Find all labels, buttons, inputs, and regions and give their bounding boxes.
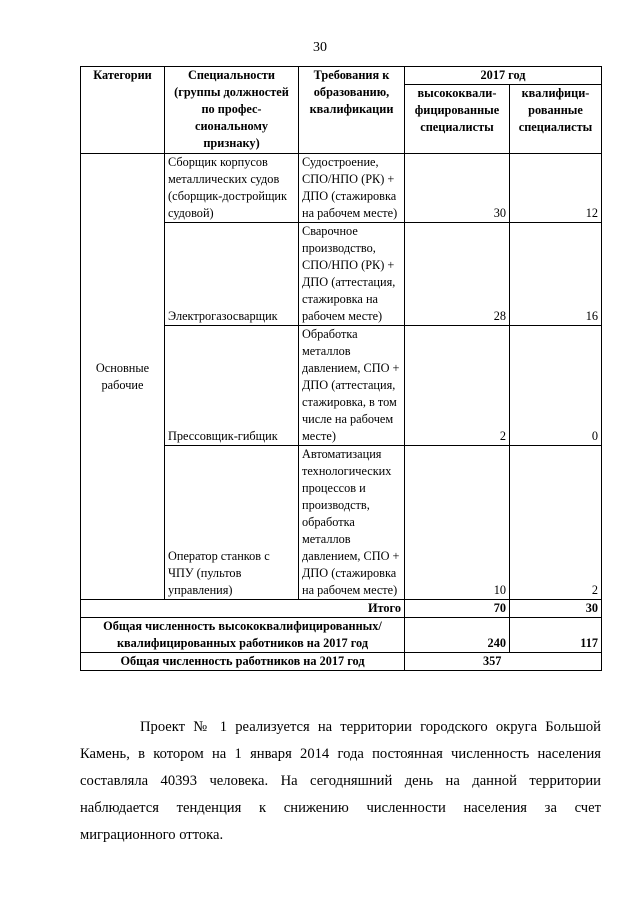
specialty-cell: Прессовщик-гибщик bbox=[165, 326, 299, 446]
specialty-cell: Сборщик корпусов металлических судов (сборщик-достройщик судовой) bbox=[165, 154, 299, 223]
requirements-cell: Сварочное производство, СПО/НПО (РК) + ДПО (аттестация, стажировка на рабочем месте) bbox=[299, 223, 405, 326]
requirements-cell: Обработка металлов давлением, СПО + ДПО (аттестация, стажировка, в том числе на рабочем месте) bbox=[299, 326, 405, 446]
workers-row bbox=[81, 653, 602, 671]
overall-row bbox=[81, 618, 602, 653]
total-row bbox=[81, 600, 602, 618]
specialty-cell: Оператор станков с ЧПУ (пультов управления) bbox=[165, 446, 299, 600]
workers-label: Общая численность работников на 2017 год bbox=[81, 653, 405, 671]
total-qualified-value: 30 bbox=[510, 600, 602, 618]
overall-high-value: 240 bbox=[405, 618, 510, 653]
page-number: 30 bbox=[313, 40, 327, 55]
body-paragraph: Проект № 1 реализуется на территории городского округа Большой Камень, в котором на 1 января 2014 года постоянная численность населения составляла 40393 человека. На сегодняшний день на данной территории наблюдается тенденция к снижению численности населения за счет миграционного оттока. bbox=[80, 719, 601, 843]
specialty-cell: Электрогазосварщик bbox=[165, 223, 299, 326]
qualified-value: 0 bbox=[510, 326, 602, 446]
requirements-cell: Автоматизация технологических процессов и производств, обработка металлов давлением, СПО + ДПО (стажировка на рабочем месте) bbox=[299, 446, 405, 600]
header-specialties: Специальности (группы должностей по профес-сиональному признаку) bbox=[165, 67, 299, 154]
high-qualified-value: 10 bbox=[405, 446, 510, 600]
table-row bbox=[81, 154, 602, 223]
qualified-value: 16 bbox=[510, 223, 602, 326]
header-year: 2017 год bbox=[405, 67, 602, 85]
high-qualified-value: 30 bbox=[405, 154, 510, 223]
total-high-value: 70 bbox=[405, 600, 510, 618]
header-high-qualified: высококвали-фицированные специалисты bbox=[405, 85, 510, 154]
high-qualified-value: 2 bbox=[405, 326, 510, 446]
qualified-value: 2 bbox=[510, 446, 602, 600]
overall-label: Общая численность высококвалифицированных/ квалифицированных работников на 2017 год bbox=[81, 618, 405, 653]
header-category: Категории bbox=[81, 67, 165, 154]
workforce-table bbox=[80, 66, 602, 671]
category-cell: Основные рабочие bbox=[81, 154, 165, 600]
total-label: Итого bbox=[81, 600, 405, 618]
overall-qualified-value: 117 bbox=[510, 618, 602, 653]
header-requirements: Требования к образованию, квалификации bbox=[299, 67, 405, 154]
high-qualified-value: 28 bbox=[405, 223, 510, 326]
qualified-value: 12 bbox=[510, 154, 602, 223]
workers-value: 357 bbox=[405, 653, 602, 671]
header-qualified: квалифици-рованные специалисты bbox=[510, 85, 602, 154]
requirements-cell: Судостроение, СПО/НПО (РК) + ДПО (стажировка на рабочем месте) bbox=[299, 154, 405, 223]
